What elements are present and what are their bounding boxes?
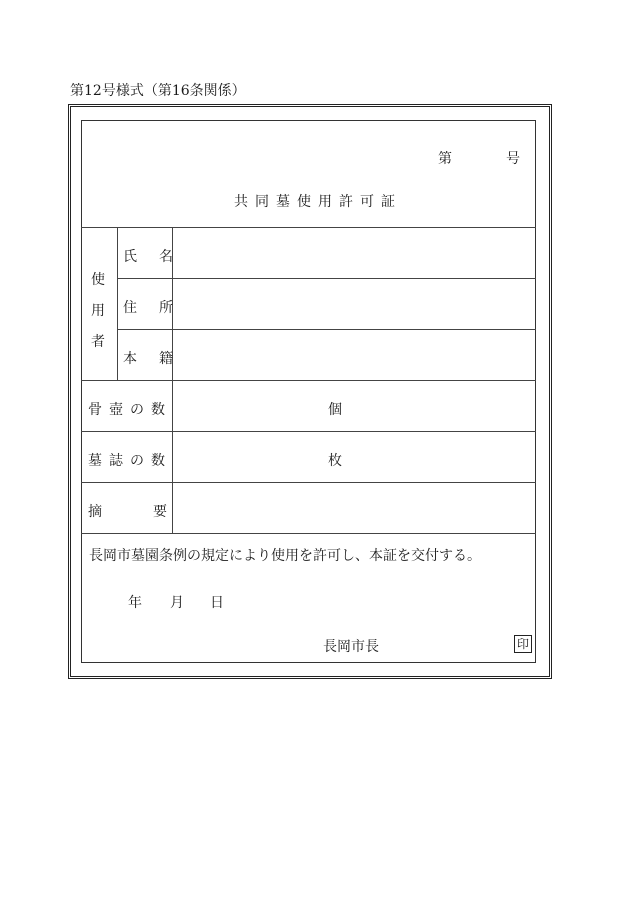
statement-text: 長岡市墓園条例の規定により使用を許可し、本証を交付する。 bbox=[89, 548, 481, 564]
user-group-label: 使用者 bbox=[91, 272, 105, 350]
divider-address bbox=[117, 329, 536, 330]
divider-label-column bbox=[172, 227, 173, 533]
divider-domicile bbox=[81, 380, 536, 381]
remarks-label-a: 摘 bbox=[88, 504, 102, 520]
seal-mark: 印 bbox=[514, 635, 532, 653]
name-label: 氏 名 bbox=[123, 249, 177, 265]
divider-name bbox=[117, 278, 536, 279]
divider-remarks bbox=[81, 533, 536, 534]
issuer-name: 長岡市長 bbox=[323, 639, 379, 655]
date-year: 年 bbox=[128, 595, 142, 611]
remarks-label-b: 要 bbox=[153, 504, 167, 520]
date-day: 日 bbox=[210, 595, 224, 611]
number-go: 号 bbox=[506, 151, 520, 167]
divider-urn bbox=[81, 431, 536, 432]
epitaph-count-label: 墓誌の数 bbox=[88, 453, 172, 469]
divider-epitaph bbox=[81, 482, 536, 483]
form-label: 第12号様式（第16条関係） bbox=[70, 83, 246, 99]
domicile-label: 本 籍 bbox=[123, 351, 177, 367]
urn-count-label: 骨壺の数 bbox=[88, 402, 172, 418]
epitaph-unit: 枚 bbox=[328, 453, 342, 469]
certificate-title: 共同墓使用許可証 bbox=[234, 194, 402, 210]
urn-unit: 個 bbox=[328, 402, 342, 418]
date-month: 月 bbox=[170, 595, 184, 611]
divider-user-group bbox=[117, 227, 118, 380]
address-label: 住 所 bbox=[123, 300, 177, 316]
number-dai: 第 bbox=[438, 151, 452, 167]
divider-title bbox=[81, 227, 536, 228]
